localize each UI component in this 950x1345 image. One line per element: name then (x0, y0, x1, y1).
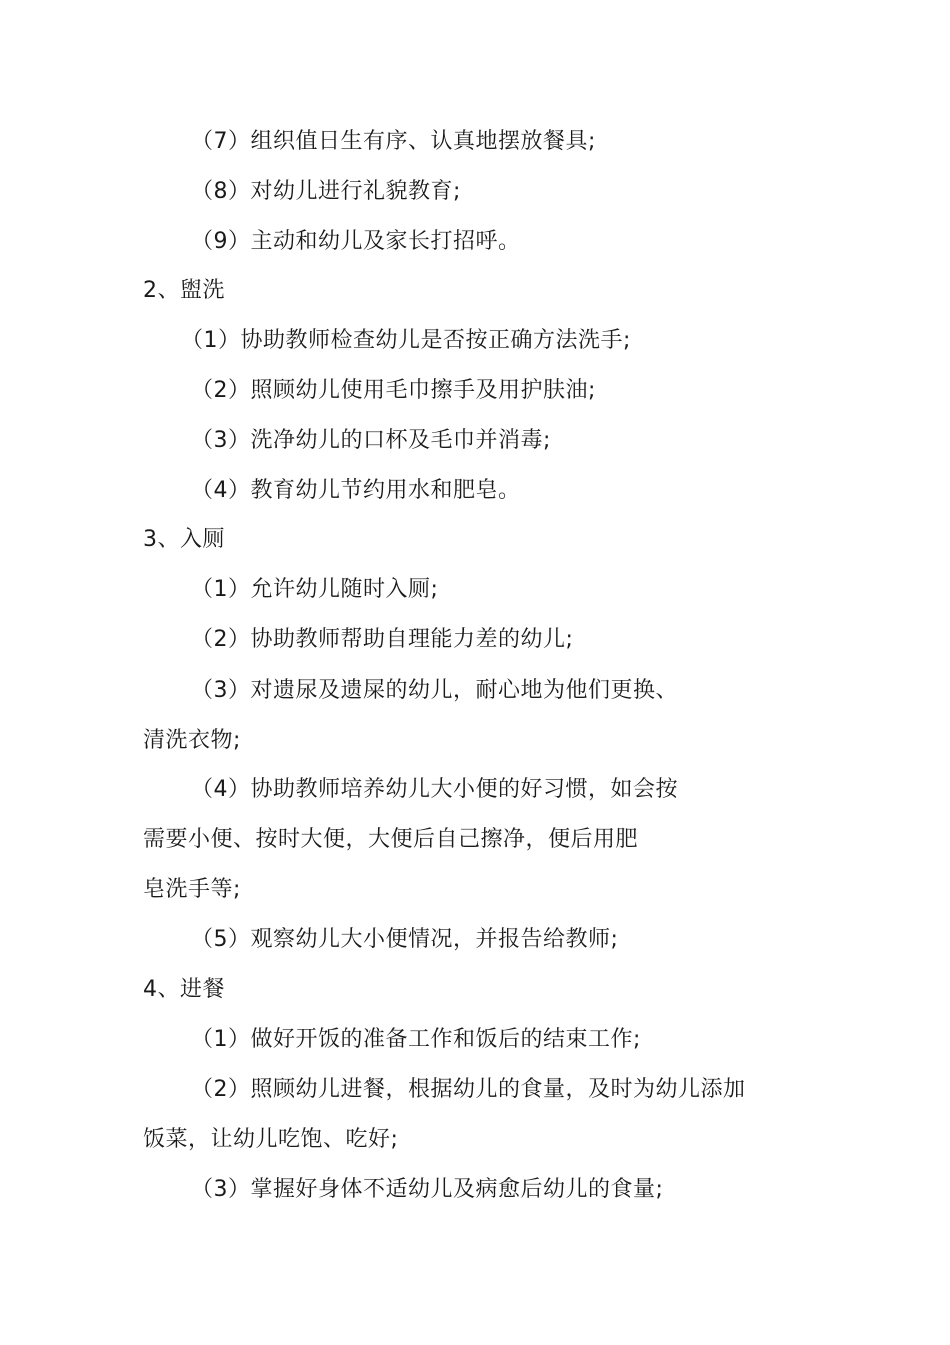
list-item-9-greeting: （9）主动和幼儿及家长打招呼。 (191, 229, 521, 254)
section-heading-washing: 2、盥洗 (143, 278, 225, 303)
list-item-2-assist: （2）协助教师帮助自理能力差的幼儿; (191, 627, 574, 652)
list-item-3-portion: （3）掌握好身体不适幼儿及病愈后幼儿的食量; (191, 1177, 664, 1202)
list-item-3-accidents: （3）对遗尿及遗屎的幼儿，耐心地为他们更换、 (191, 678, 678, 703)
list-item-1-prep: （1）做好开饭的准备工作和饭后的结束工作; (191, 1027, 641, 1052)
list-item-2-feeding: （2）照顾幼儿进餐，根据幼儿的食量，及时为幼儿添加 (191, 1077, 746, 1102)
list-item-4-saving: （4）教育幼儿节约用水和肥皂。 (191, 478, 521, 503)
list-item-7-table-setting: （7）组织值日生有序、认真地摆放餐具; (191, 129, 596, 154)
list-item-1-toilet-anytime: （1）允许幼儿随时入厕; (191, 577, 439, 602)
list-item-8-manners: （8）对幼儿进行礼貌教育; (191, 179, 461, 204)
list-item-4-continuation-b: 皂洗手等; (143, 877, 241, 902)
list-item-4-habits: （4）协助教师培养幼儿大小便的好习惯，如会按 (191, 777, 678, 802)
section-heading-toilet: 3、入厕 (143, 527, 225, 552)
section-heading-meals: 4、进餐 (143, 977, 225, 1002)
list-item-1-handwashing: （1）协助教师检查幼儿是否按正确方法洗手; (181, 328, 631, 353)
list-item-4-continuation-a: 需要小便、按时大便，大便后自己擦净，便后用肥 (143, 827, 639, 852)
list-item-3-continuation: 清洗衣物; (143, 728, 241, 753)
list-item-2-towel: （2）照顾幼儿使用毛巾擦手及用护肤油; (191, 378, 596, 403)
list-item-2-continuation: 饭菜，让幼儿吃饱、吃好; (143, 1127, 399, 1152)
list-item-5-observe: （5）观察幼儿大小便情况，并报告给教师; (191, 927, 619, 952)
list-item-3-cups: （3）洗净幼儿的口杯及毛巾并消毒; (191, 428, 551, 453)
